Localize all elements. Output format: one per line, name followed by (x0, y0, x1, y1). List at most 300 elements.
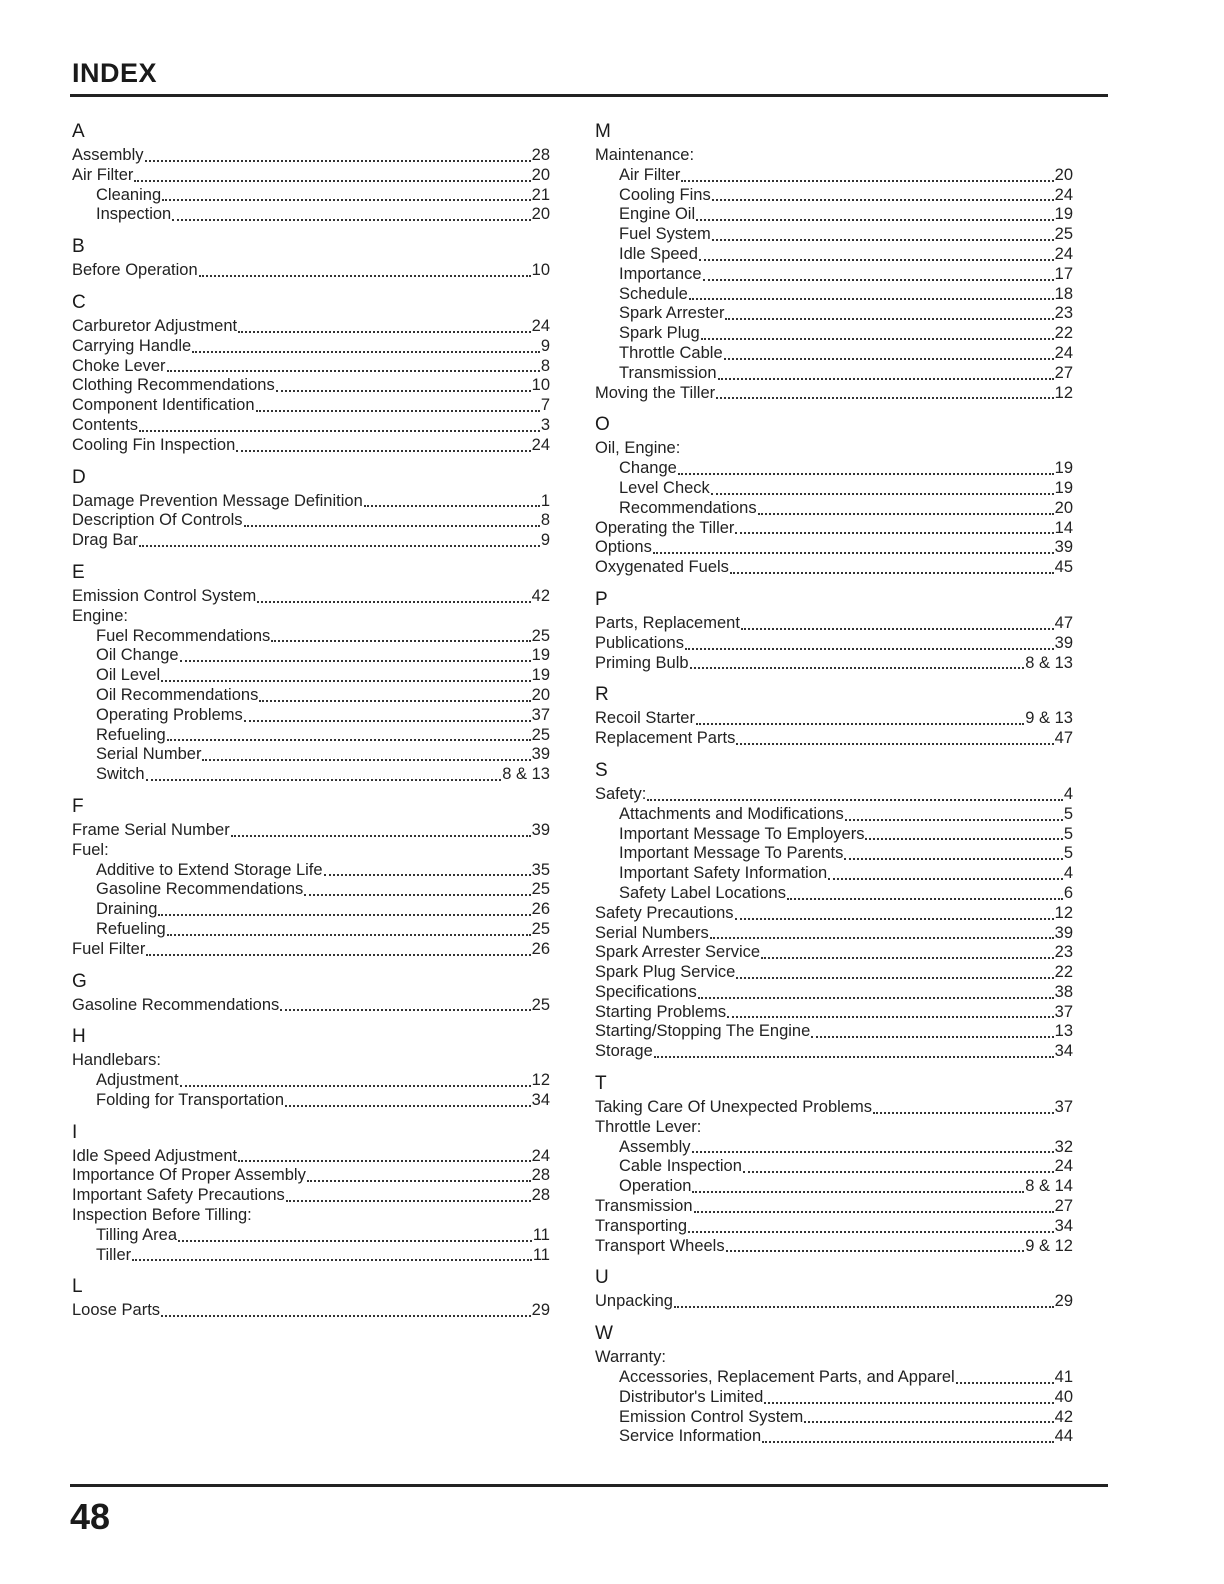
entry-page-number: 3 (540, 415, 550, 434)
header-rule (70, 94, 1108, 97)
entry-page-number: 45 (1054, 558, 1073, 577)
index-entry (72, 357, 550, 377)
entry-page-number: 4 (1063, 864, 1073, 883)
index-entry (72, 146, 550, 166)
entry-label: Adjustment (96, 1071, 179, 1090)
index-entry (72, 492, 550, 512)
index-entry (72, 861, 550, 881)
entry-page-number: 25 (531, 880, 550, 899)
dot-leader (307, 1176, 531, 1182)
entry-page-number: 25 (1054, 225, 1073, 244)
entry-label: Additive to Extend Storage Life (96, 860, 323, 879)
entry-label: Safety Precautions (595, 903, 734, 922)
entry-page-number: 47 (1054, 729, 1073, 748)
index-entry (72, 996, 550, 1016)
entry-label: Refueling (96, 725, 166, 744)
dot-leader (712, 195, 1054, 201)
index-entry (595, 983, 1073, 1003)
dot-leader (761, 953, 1054, 959)
index-entry (72, 436, 550, 456)
index-section-p (595, 586, 1073, 673)
dot-leader (256, 406, 540, 412)
entry-page-number: 9 (540, 531, 550, 550)
index-entry (595, 825, 1073, 845)
dot-leader (158, 910, 530, 916)
section-letter: U (595, 1267, 609, 1289)
entry-page-number: 8 (540, 356, 550, 375)
entry-label: Contents (72, 415, 139, 434)
dot-leader (238, 327, 531, 333)
dot-leader (735, 528, 1053, 534)
index-entry (595, 265, 1073, 285)
dot-leader (674, 1302, 1054, 1308)
entry-page-number: 39 (1054, 923, 1073, 942)
entry-label: Spark Plug (619, 324, 700, 343)
index-entry (595, 225, 1073, 245)
entry-page-number: 25 (531, 626, 550, 645)
entry-page-number: 19 (1054, 205, 1073, 224)
entry-page-number: 1 (540, 491, 550, 510)
dot-leader (236, 446, 530, 452)
entry-label: Oil, Engine: (595, 439, 681, 458)
index-entry (595, 1368, 1073, 1388)
index-entry (595, 519, 1073, 539)
dot-leader (743, 1167, 1054, 1173)
entry-page-number: 32 (1054, 1137, 1073, 1156)
index-entry (595, 538, 1073, 558)
entry-label: Taking Care Of Unexpected Problems (595, 1098, 872, 1117)
index-subheading (72, 607, 550, 627)
entry-page-number: 19 (531, 666, 550, 685)
index-entry (595, 245, 1073, 265)
dot-leader (727, 1012, 1054, 1018)
entry-page-number: 20 (531, 685, 550, 704)
index-entry (72, 376, 550, 396)
index-entry (72, 666, 550, 686)
section-letter: E (72, 561, 85, 583)
index-section-o (595, 411, 1073, 578)
entry-page-number: 14 (1054, 518, 1073, 537)
entry-page-number: 29 (531, 1301, 550, 1320)
entry-label: Parts, Replacement (595, 613, 740, 632)
index-entry (72, 1147, 550, 1167)
entry-label: Transport Wheels (595, 1236, 725, 1255)
entry-label: Spark Plug Service (595, 963, 736, 982)
entry-page-number: 12 (531, 1071, 550, 1090)
section-letter: A (72, 121, 85, 142)
index-entry (595, 884, 1073, 904)
index-section-t (595, 1070, 1073, 1256)
index-entry (595, 1388, 1073, 1408)
entry-label: Cable Inspection (619, 1157, 742, 1176)
page-title: INDEX (72, 58, 158, 88)
dot-leader (711, 489, 1054, 495)
entry-page-number: 37 (1054, 1002, 1073, 1021)
entry-page-number: 37 (1054, 1098, 1073, 1117)
index-entry (595, 166, 1073, 186)
entry-label: Service Information (619, 1427, 762, 1446)
entry-page-number: 26 (531, 900, 550, 919)
entry-page-number: 39 (1054, 633, 1073, 652)
dot-leader (725, 314, 1053, 320)
entry-label: Air Filter (72, 165, 134, 184)
entry-label: Replacement Parts (595, 729, 736, 748)
entry-page-number: 23 (1054, 943, 1073, 962)
entry-label: Oxygenated Fuels (595, 558, 729, 577)
entry-page-number: 39 (531, 820, 550, 839)
entry-label: Publications (595, 633, 684, 652)
section-letter: G (72, 970, 87, 992)
index-entry (595, 324, 1073, 344)
entry-page-number: 47 (1054, 613, 1073, 632)
dot-leader (688, 1227, 1054, 1233)
index-section-c (72, 289, 550, 456)
entry-label: Oil Change (96, 646, 179, 665)
dot-leader (304, 890, 530, 896)
index-section-g (72, 968, 550, 1016)
entry-label: Component Identification (72, 396, 255, 415)
entry-page-number: 7 (540, 396, 550, 415)
index-entry (595, 924, 1073, 944)
dot-leader (134, 176, 530, 182)
entry-label: Oil Level (96, 666, 161, 685)
index-entry (72, 1246, 550, 1266)
index-section-a (72, 118, 550, 225)
entry-page-number: 5 (1063, 824, 1073, 843)
dot-leader (286, 1196, 531, 1202)
entry-label: Cooling Fins (619, 185, 711, 204)
index-subheading (72, 841, 550, 861)
entry-label: Clothing Recommendations (72, 376, 275, 395)
entry-label: Carburetor Adjustment (72, 316, 238, 335)
entry-label: Storage (595, 1042, 653, 1061)
dot-leader (139, 541, 540, 547)
dot-leader (180, 656, 531, 662)
dot-leader (699, 255, 1054, 261)
index-entry (72, 880, 550, 900)
entry-page-number: 6 (1063, 883, 1073, 902)
section-letter: O (595, 414, 610, 436)
index-entry (595, 364, 1073, 384)
dot-leader (710, 933, 1054, 939)
dot-leader (167, 366, 540, 372)
entry-label: Starting/Stopping The Engine (595, 1022, 811, 1041)
entry-label: Fuel Filter (72, 939, 146, 958)
entry-label: Important Safety Precautions (72, 1186, 285, 1205)
dot-leader (132, 1255, 532, 1261)
index-entry (72, 706, 550, 726)
index-section-i (72, 1119, 550, 1266)
dot-leader (844, 854, 1062, 860)
entry-label: Important Safety Information (619, 864, 828, 883)
dot-leader (364, 501, 540, 507)
entry-label: Frame Serial Number (72, 820, 230, 839)
index-section-r (595, 681, 1073, 749)
entry-label: Change (619, 459, 677, 478)
index-section-h (72, 1023, 550, 1110)
index-section-w (595, 1320, 1073, 1447)
entry-label: Fuel System (619, 225, 711, 244)
index-entry (595, 304, 1073, 324)
dot-leader (718, 374, 1054, 380)
entry-label: Gasoline Recommendations (72, 995, 280, 1014)
entry-page-number: 34 (1054, 1042, 1073, 1061)
entry-label: Recoil Starter (595, 709, 695, 728)
page-number: 48 (70, 1496, 111, 1537)
entry-label: Recommendations (619, 498, 757, 517)
entry-label: Safety: (595, 784, 647, 803)
entry-label: Level Check (619, 478, 710, 497)
dot-leader (701, 334, 1054, 340)
dot-leader (741, 624, 1054, 630)
dot-leader (865, 834, 1062, 840)
index-entry (72, 261, 550, 281)
entry-label: Fuel: (72, 840, 109, 859)
dot-leader (167, 735, 531, 741)
dot-leader (199, 271, 531, 277)
index-entry (72, 821, 550, 841)
dot-leader (696, 719, 1024, 725)
index-entry (72, 765, 550, 785)
entry-label: Carrying Handle (72, 336, 192, 355)
dot-leader (730, 568, 1054, 574)
entry-page-number: 5 (1063, 804, 1073, 823)
dot-leader (828, 874, 1063, 880)
entry-page-number: 13 (1054, 1022, 1073, 1041)
entry-page-number: 18 (1054, 284, 1073, 303)
entry-label: Important Message To Parents (619, 844, 844, 863)
entry-label: Choke Lever (72, 356, 166, 375)
index-entry (595, 634, 1073, 654)
index-entry (595, 1042, 1073, 1062)
entry-page-number: 24 (531, 1146, 550, 1165)
entry-page-number: 5 (1063, 844, 1073, 863)
entry-label: Serial Number (96, 745, 202, 764)
dot-leader (145, 156, 531, 162)
dot-leader (146, 775, 502, 781)
entry-page-number: 19 (531, 646, 550, 665)
index-section-l (72, 1273, 550, 1321)
entry-label: Engine: (72, 606, 128, 625)
entry-page-number: 19 (1054, 459, 1073, 478)
section-letter: M (595, 121, 611, 142)
entry-page-number: 20 (1054, 165, 1073, 184)
entry-page-number: 20 (1054, 498, 1073, 517)
entry-label: Refueling (96, 919, 166, 938)
dot-leader (244, 716, 531, 722)
section-letter: L (72, 1276, 83, 1298)
index-entry (72, 531, 550, 551)
dot-leader (762, 1437, 1053, 1443)
entry-page-number: 27 (1054, 363, 1073, 382)
index-entry (72, 745, 550, 765)
dot-leader (696, 215, 1054, 221)
index-entry (595, 1427, 1073, 1447)
index-subheading (595, 439, 1073, 459)
section-letter: H (72, 1026, 86, 1048)
index-entry (595, 943, 1073, 963)
footer-rule (70, 1484, 1108, 1487)
section-letter: F (72, 795, 84, 817)
dot-leader (735, 914, 1054, 920)
index-subheading (595, 1118, 1073, 1138)
section-letter: P (595, 588, 608, 610)
index-subheading (72, 1206, 550, 1226)
entry-page-number: 41 (1054, 1368, 1073, 1387)
entry-label: Damage Prevention Message Definition (72, 491, 363, 510)
entry-page-number: 8 & 13 (502, 765, 550, 784)
entry-label: Safety Label Locations (619, 883, 786, 902)
entry-label: Attachments and Modifications (619, 804, 844, 823)
index-entry (595, 614, 1073, 634)
index-entry (595, 1408, 1073, 1428)
dot-leader (698, 993, 1054, 999)
dot-leader (276, 386, 531, 392)
index-entry (595, 1292, 1073, 1312)
index-entry (72, 186, 550, 206)
dot-leader (139, 426, 540, 432)
entry-page-number: 12 (1054, 383, 1073, 402)
entry-page-number: 25 (531, 995, 550, 1014)
index-entry (595, 558, 1073, 578)
index-entry (595, 1217, 1073, 1237)
entry-page-number: 26 (531, 939, 550, 958)
entry-page-number: 40 (1054, 1387, 1073, 1406)
index-entry (72, 627, 550, 647)
entry-label: Switch (96, 765, 145, 784)
entry-page-number: 22 (1054, 963, 1073, 982)
dot-leader (716, 393, 1054, 399)
dot-leader (681, 176, 1053, 182)
index-entry (72, 900, 550, 920)
dot-leader (845, 815, 1063, 821)
dot-leader (873, 1108, 1054, 1114)
entry-page-number: 8 & 13 (1025, 653, 1073, 672)
index-entry (72, 920, 550, 940)
dot-leader (162, 195, 531, 201)
section-letter: B (72, 236, 85, 258)
index-entry (595, 1237, 1073, 1257)
index-entry (595, 1177, 1073, 1197)
index-entry (72, 317, 550, 337)
entry-page-number: 8 & 14 (1025, 1177, 1073, 1196)
dot-leader (653, 548, 1054, 554)
index-entry (595, 459, 1073, 479)
entry-page-number: 17 (1054, 264, 1073, 283)
entry-label: Oil Recommendations (96, 685, 259, 704)
index-entry (72, 940, 550, 960)
dot-leader (244, 521, 540, 527)
section-letter: D (72, 466, 86, 488)
dot-leader (180, 1081, 531, 1087)
index-entry (595, 864, 1073, 884)
dot-leader (678, 469, 1054, 475)
dot-leader (231, 831, 531, 837)
entry-label: Priming Bulb (595, 653, 689, 672)
index-section-d (72, 464, 550, 551)
entry-label: Cleaning (96, 185, 162, 204)
entry-page-number: 37 (531, 705, 550, 724)
entry-label: Inspection (96, 205, 172, 224)
entry-page-number: 28 (531, 1166, 550, 1185)
entry-label: Description Of Controls (72, 511, 243, 530)
index-entry (595, 384, 1073, 404)
index-subheading (595, 146, 1073, 166)
entry-page-number: 11 (532, 1225, 550, 1244)
dot-leader (956, 1378, 1054, 1384)
dot-leader (146, 950, 530, 956)
dot-leader (238, 1156, 531, 1162)
entry-label: Warranty: (595, 1348, 666, 1367)
index-entry (595, 1157, 1073, 1177)
index-subheading (595, 1348, 1073, 1368)
dot-leader (764, 1398, 1053, 1404)
entry-label: Draining (96, 900, 158, 919)
dot-leader (280, 1005, 530, 1011)
entry-label: Gasoline Recommendations (96, 880, 304, 899)
dot-leader (167, 930, 531, 936)
index-entry (595, 1138, 1073, 1158)
entry-page-number: 28 (531, 1186, 550, 1205)
index-entry (72, 337, 550, 357)
entry-page-number: 42 (531, 586, 550, 605)
dot-leader (324, 870, 531, 876)
entry-label: Cooling Fin Inspection (72, 435, 236, 454)
entry-label: Emission Control System (72, 586, 257, 605)
entry-label: Inspection Before Tilling: (72, 1206, 252, 1225)
index-section-e (72, 559, 550, 785)
entry-label: Tiller (96, 1245, 132, 1264)
entry-label: Maintenance: (595, 146, 695, 164)
index-entry (595, 479, 1073, 499)
dot-leader (285, 1101, 531, 1107)
entry-label: Transporting (595, 1216, 688, 1235)
dot-leader (736, 739, 1053, 745)
entry-page-number: 10 (531, 261, 550, 280)
entry-page-number: 34 (1054, 1216, 1073, 1235)
entry-label: Fuel Recommendations (96, 626, 271, 645)
entry-page-number: 22 (1054, 324, 1073, 343)
index-entry (595, 963, 1073, 983)
index-section-u (595, 1264, 1073, 1312)
entry-label: Folding for Transportation (96, 1090, 285, 1109)
entry-page-number: 39 (1054, 538, 1073, 557)
dot-leader (178, 1236, 532, 1242)
entry-label: Throttle Cable (619, 343, 723, 362)
index-entry (72, 726, 550, 746)
section-letter: S (595, 759, 608, 781)
index-section-s (595, 757, 1073, 1062)
entry-label: Handlebars: (72, 1051, 161, 1070)
index-entry (595, 805, 1073, 825)
entry-label: Emission Control System (619, 1407, 804, 1426)
index-entry (72, 1226, 550, 1246)
entry-label: Accessories, Replacement Parts, and Apparel (619, 1368, 955, 1387)
entry-page-number: 35 (531, 860, 550, 879)
entry-label: Moving the Tiller (595, 383, 716, 402)
dot-leader (161, 676, 530, 682)
dot-leader (161, 1311, 531, 1317)
entry-page-number: 9 & 13 (1025, 709, 1073, 728)
dot-leader (692, 1147, 1054, 1153)
entry-label: Assembly (619, 1137, 691, 1156)
dot-leader (685, 644, 1054, 650)
dot-leader (804, 1417, 1053, 1423)
index-section-m (595, 118, 1073, 403)
entry-label: Starting Problems (595, 1002, 727, 1021)
index-entry (72, 646, 550, 666)
index-entry (595, 1197, 1073, 1217)
